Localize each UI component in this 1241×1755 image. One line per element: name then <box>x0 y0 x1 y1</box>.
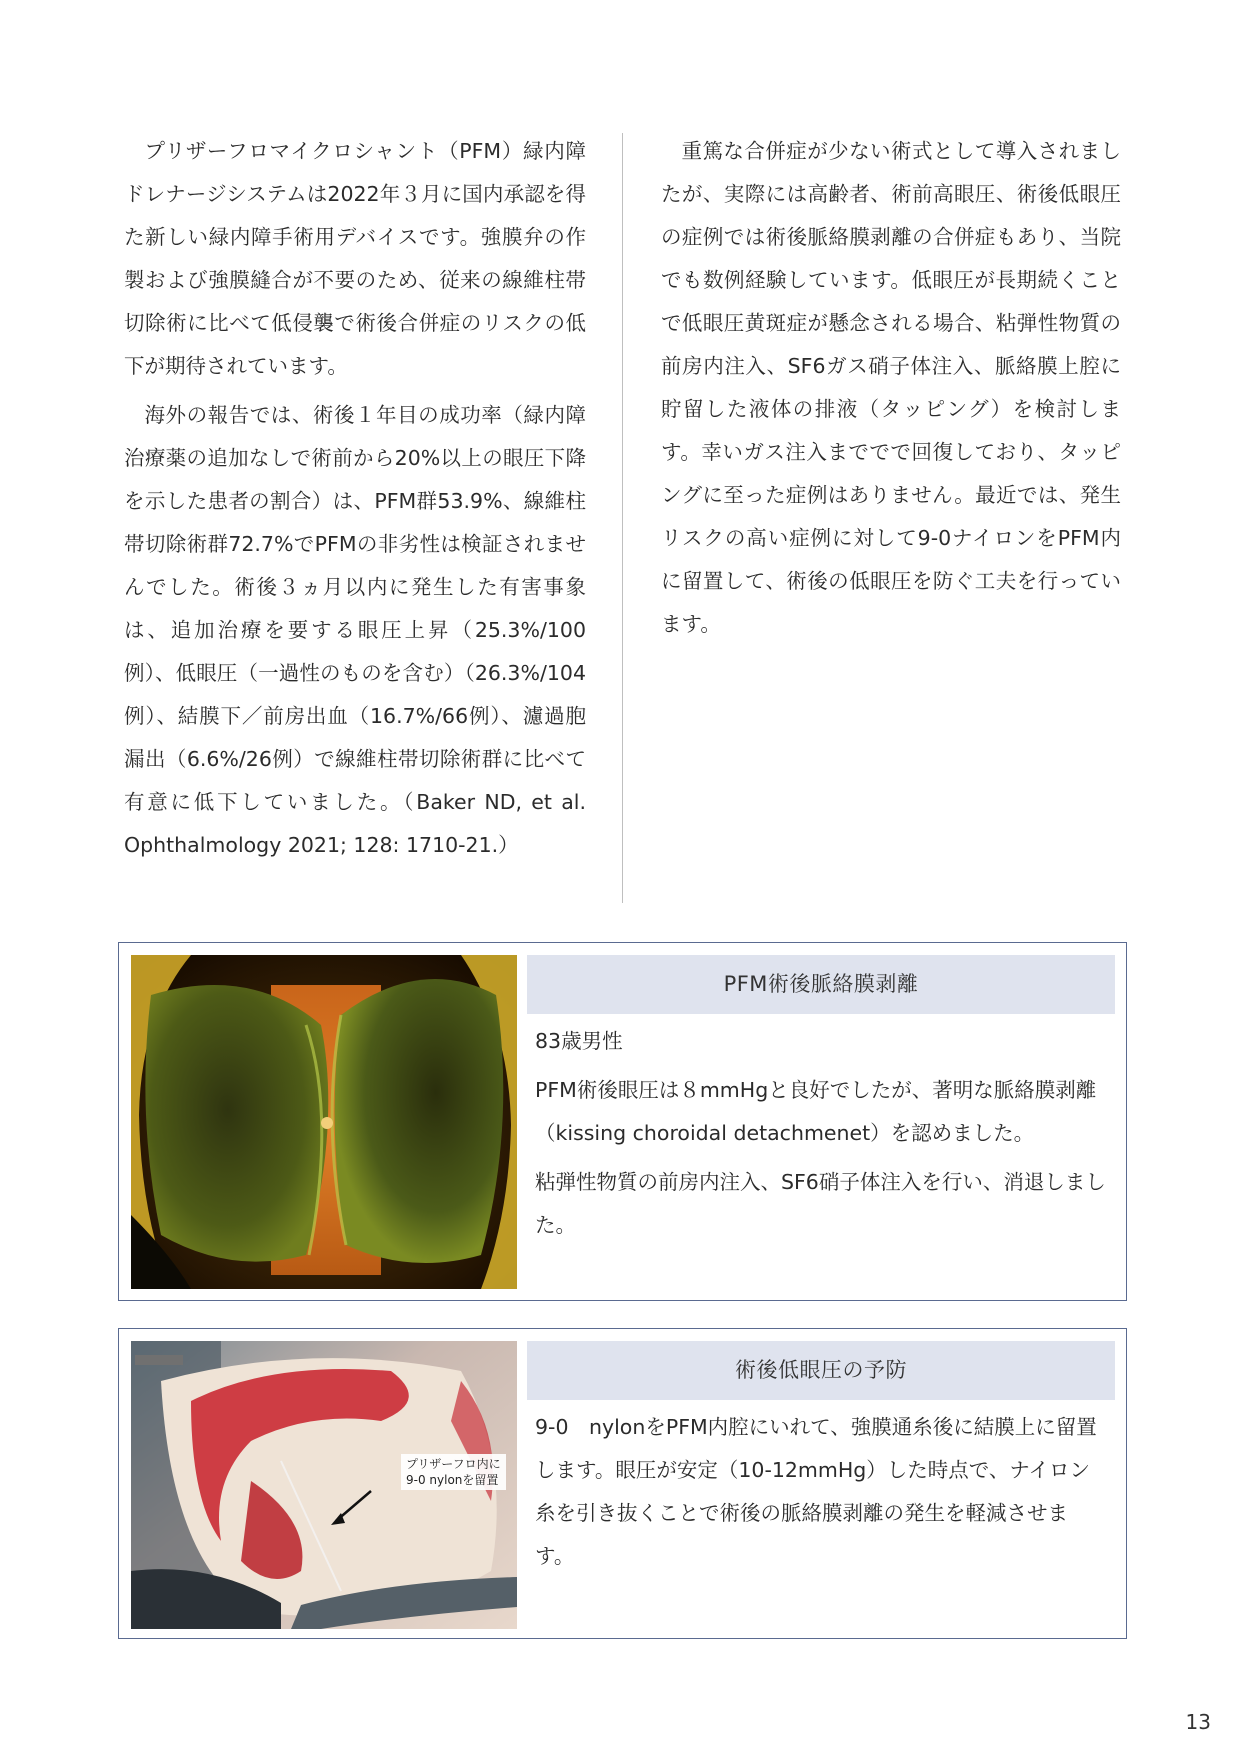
case-title: 術後低眼圧の予防 <box>527 1341 1115 1400</box>
fundus-photo <box>131 955 517 1289</box>
page-number: 13 <box>1185 1710 1211 1734</box>
report-paragraph: 海外の報告では、術後１年目の成功率（緑内障治療薬の追加なしで術前から20%以上の眼圧下降を示した患者の割合）は、PFM群53.9%、線維柱帯切除術群72.7%でPFMの非劣性は検証されませんでした。術後３ヵ月以内に発生した有害事象は、追加治療を要する眼圧上昇（25.3%/100例）、低眼圧（一過性のものを含む）（26.3%/104例）、結膜下／前房出血（16.7%/66例）、濾過胞漏出（6.6%/26例）で線維柱帯切除術群に比べて有意に低下していました。（Baker ND, et al. Ophthalmology 2021; 128: 1710-21.） <box>124 403 586 857</box>
surgical-photo <box>131 1341 517 1629</box>
case-panel-1 <box>527 955 1115 1253</box>
case-panel-2 <box>527 1341 1115 1584</box>
case-description <box>527 1014 1115 1247</box>
case-box-choroidal-detachment <box>118 942 1127 1301</box>
column-divider <box>622 133 623 903</box>
patient-info: 83歳男性 <box>535 1029 623 1053</box>
photo-annotation: プリザーフロ内に 9-0 nylonを留置 <box>401 1454 506 1490</box>
treatment-text: 粘弾性物質の前房内注入、SF6硝子体注入を行い、消退しました。 <box>535 1170 1106 1237</box>
complication-paragraph: 重篤な合併症が少ない術式として導入されましたが、実際には高齢者、術前高眼圧、術後低眼圧の症例では術後脈絡膜剥離の合併症もあり、当院でも数例経験しています。低眼圧が長期続くことで低眼圧黄斑症が懸念される場合、粘弾性物質の前房内注入、SF6ガス硝子体注入、脈絡膜上腔に貯留した液体の排液（タッピング）を検討します。幸いガス注入まででで回復しており、タッピングに至った症例はありません。最近では、発生リスクの高い症例に対して9-0ナイロンをPFM内に留置して、術後の低眼圧を防ぐ工夫を行っています。 <box>661 139 1121 636</box>
finding-text: PFM術後眼圧は８mmHgと良好でしたが、著明な脈絡膜剥離（kissing choroidal detachmenet）を認めました。 <box>535 1078 1097 1145</box>
procedure-text: 9-0 nylonをPFM内腔にいれて、強膜通糸後に結膜上に留置します。眼圧が安定（10-12mmHg）した時点で、ナイロン糸を引き抜くことで術後の脈絡膜剥離の発生を軽減させます。 <box>535 1415 1097 1568</box>
case-title: PFM術後脈絡膜剥離 <box>527 955 1115 1014</box>
case-box-hypotony-prevention <box>118 1328 1127 1639</box>
case-description <box>527 1400 1115 1578</box>
right-text-column <box>661 130 1121 652</box>
intro-paragraph: プリザーフロマイクロシャント（PFM）緑内障ドレナージシステムは2022年３月に国内承認を得た新しい緑内障手術用デバイスです。強膜弁の作製および強膜縫合が不要のため、従来の線維柱帯切除術に比べて低侵襲で術後合併症のリスクの低下が期待されています。 <box>124 139 586 378</box>
left-text-column <box>124 130 586 873</box>
